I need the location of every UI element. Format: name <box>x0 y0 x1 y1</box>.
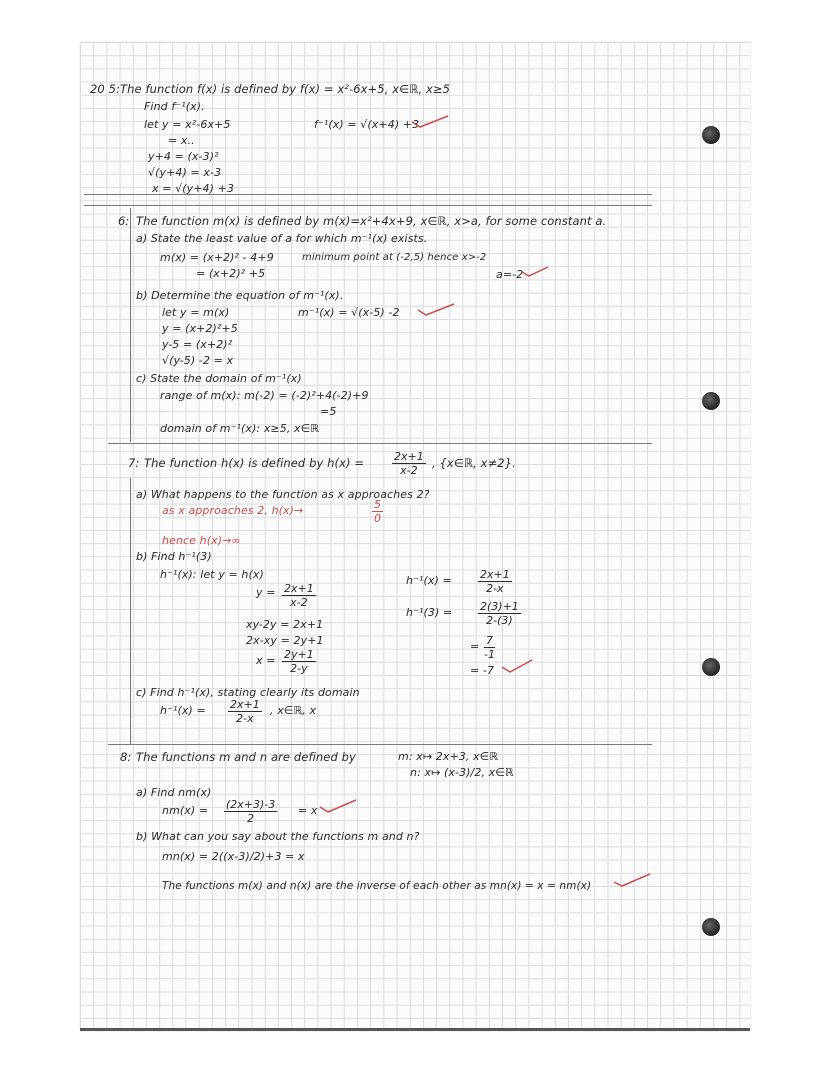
q7-c-label: c) Find h⁻¹(x), stating clearly its domain <box>136 686 360 699</box>
q7-b-work: 2x-xy = 2y+1 <box>246 634 324 647</box>
q6-b-label: b) Determine the equation of m⁻¹(x). <box>136 289 344 302</box>
tick-mark-icon <box>612 872 652 888</box>
q7-number: 7: <box>128 456 140 470</box>
punch-hole <box>702 658 720 676</box>
q7-b-x-fraction <box>282 648 316 675</box>
q7-b-right-fraction <box>478 568 512 595</box>
fraction-denominator: 2-x <box>236 712 254 725</box>
q5-task: Find f⁻¹(x). <box>144 100 205 113</box>
q8-a-label: a) Find nm(x) <box>136 786 212 799</box>
q6-b-work: let y = m(x) <box>162 306 230 319</box>
margin-line <box>130 208 131 442</box>
q6-prompt: The function m(x) is defined by m(x)=x²+4x+9, x∈ℝ, x>a, for some constant a. <box>136 214 607 228</box>
q7-b-y: y = <box>256 586 276 599</box>
fraction-numerator: 5 <box>374 498 381 511</box>
fraction-numerator: 2(3)+1 <box>480 600 519 613</box>
q5-work-line: let y = x²-6x+5 <box>144 118 231 131</box>
fraction-numerator: 2x+1 <box>230 698 260 711</box>
fraction-denominator: x-2 <box>290 596 308 609</box>
q6-a-answer: a=-2 <box>496 268 524 281</box>
q8-prompt: The functions m and n are defined by <box>136 750 356 764</box>
q7-a-line: as x approaches 2, h(x)→ <box>162 504 304 517</box>
q7-a-line: hence h(x)→∞ <box>162 534 241 547</box>
fraction-numerator: (2x+3)-3 <box>226 798 276 811</box>
q6-c-answer: domain of m⁻¹(x): x≥5, x∈ℝ <box>160 422 320 435</box>
q6-c-work: =5 <box>320 405 337 418</box>
q7-prompt: The function h(x) is defined by h(x) = <box>144 456 365 470</box>
q6-a-label: a) State the least value of a for which m⁻¹(x) exists. <box>136 232 428 245</box>
section-divider <box>84 205 652 206</box>
fraction-numerator: 2x+1 <box>394 450 424 463</box>
section-divider <box>108 443 652 444</box>
q8-map-n: n: x↦ (x-3)/2, x∈ℝ <box>410 766 514 779</box>
q8-a-answer: = x <box>298 804 318 817</box>
fraction-denominator: 2-(3) <box>486 614 513 627</box>
q5-work-line: y+4 = (x-3)² <box>148 150 219 163</box>
q5-answer: f⁻¹(x) = √(x+4) +3 <box>314 118 420 131</box>
q7-c-tail: , x∈ℝ, x <box>270 704 317 717</box>
q7-b-right3-fraction <box>484 634 495 661</box>
punch-hole <box>702 126 720 144</box>
q7-a-fraction <box>372 498 383 525</box>
q5-number: 20 5: <box>90 82 120 96</box>
tick-mark-icon <box>500 658 534 674</box>
q8-map-m: m: x↦ 2x+3, x∈ℝ <box>398 750 499 763</box>
q8-b-conclusion: The functions m(x) and n(x) are the inverse of each other as mn(x) = x = nm(x) <box>162 880 592 892</box>
fraction-denominator: 2-x <box>486 582 504 595</box>
margin-line <box>130 478 131 744</box>
q8-b-label: b) What can you say about the functions m and n? <box>136 830 420 843</box>
fraction-numerator: 7 <box>486 634 493 647</box>
q7-b-lead: h⁻¹(x): let y = h(x) <box>160 568 264 581</box>
q5-prompt: The function f(x) is defined by f(x) = x²-6x+5, x∈ℝ, x≥5 <box>120 82 451 96</box>
q7-c-lead: h⁻¹(x) = <box>160 704 206 717</box>
q6-b-work: √(y-5) -2 = x <box>162 354 234 367</box>
q7-a-label: a) What happens to the function as x approaches 2? <box>136 488 430 501</box>
fraction-denominator: 2-y <box>290 662 308 675</box>
q8-number: 8: <box>120 750 132 764</box>
q7-b-right2-lead: h⁻¹(3) = <box>406 606 453 619</box>
fraction-denominator: -1 <box>484 648 495 661</box>
tick-mark-icon <box>410 114 450 128</box>
q7-b-label: b) Find h⁻¹(3) <box>136 550 212 563</box>
q7-prompt-fraction <box>392 450 426 477</box>
q6-a-note: minimum point at (-2,5) hence x>-2 <box>302 252 487 263</box>
q7-b-y-fraction <box>282 582 316 609</box>
q6-a-work: = (x+2)² +5 <box>196 267 266 280</box>
q7-b-work: xy-2y = 2x+1 <box>246 618 324 631</box>
q6-b-answer: m⁻¹(x) = √(x-5) -2 <box>298 306 400 319</box>
q6-b-work: y-5 = (x+2)² <box>162 338 233 351</box>
fraction-numerator: 2x+1 <box>284 582 314 595</box>
tick-mark-icon <box>416 302 456 316</box>
q7-b-right-lead: h⁻¹(x) = <box>406 574 452 587</box>
q6-c-label: c) State the domain of m⁻¹(x) <box>136 372 302 385</box>
q6-b-work: y = (x+2)²+5 <box>162 322 238 335</box>
tick-mark-icon <box>520 264 550 278</box>
q8-a-fraction <box>224 798 277 825</box>
fraction-numerator: 2x+1 <box>480 568 510 581</box>
equals-sign: = <box>470 640 480 653</box>
q5-work-line: x = √(y+4) +3 <box>152 182 235 195</box>
q6-c-work: range of m(x): m(-2) = (-2)²+4(-2)+9 <box>160 389 369 402</box>
q7-b-final: = -7 <box>470 664 495 677</box>
q7-c-fraction <box>228 698 262 725</box>
fraction-denominator: 2 <box>247 812 255 825</box>
q5-work-line: √(y+4) = x-3 <box>148 166 222 179</box>
punch-hole <box>702 392 720 410</box>
q5-work-line: = x.. <box>168 134 195 147</box>
q8-b-work: mn(x) = 2((x-3)/2)+3 = x <box>162 850 305 863</box>
fraction-denominator: 0 <box>374 512 381 525</box>
q8-a-lead: nm(x) = <box>162 804 209 817</box>
q7-prompt-tail: , {x∈ℝ, x≠2}. <box>432 456 516 470</box>
q6-number: 6: <box>118 214 130 228</box>
q7-b-x: x = <box>256 654 276 667</box>
fraction-numerator: 2y+1 <box>284 648 314 661</box>
tick-mark-icon <box>318 798 358 814</box>
punch-hole <box>702 918 720 936</box>
fraction-denominator: x-2 <box>400 464 418 477</box>
section-divider <box>108 744 652 745</box>
q7-b-right2-fraction <box>478 600 521 627</box>
q6-a-work: m(x) = (x+2)² - 4+9 <box>160 251 274 264</box>
